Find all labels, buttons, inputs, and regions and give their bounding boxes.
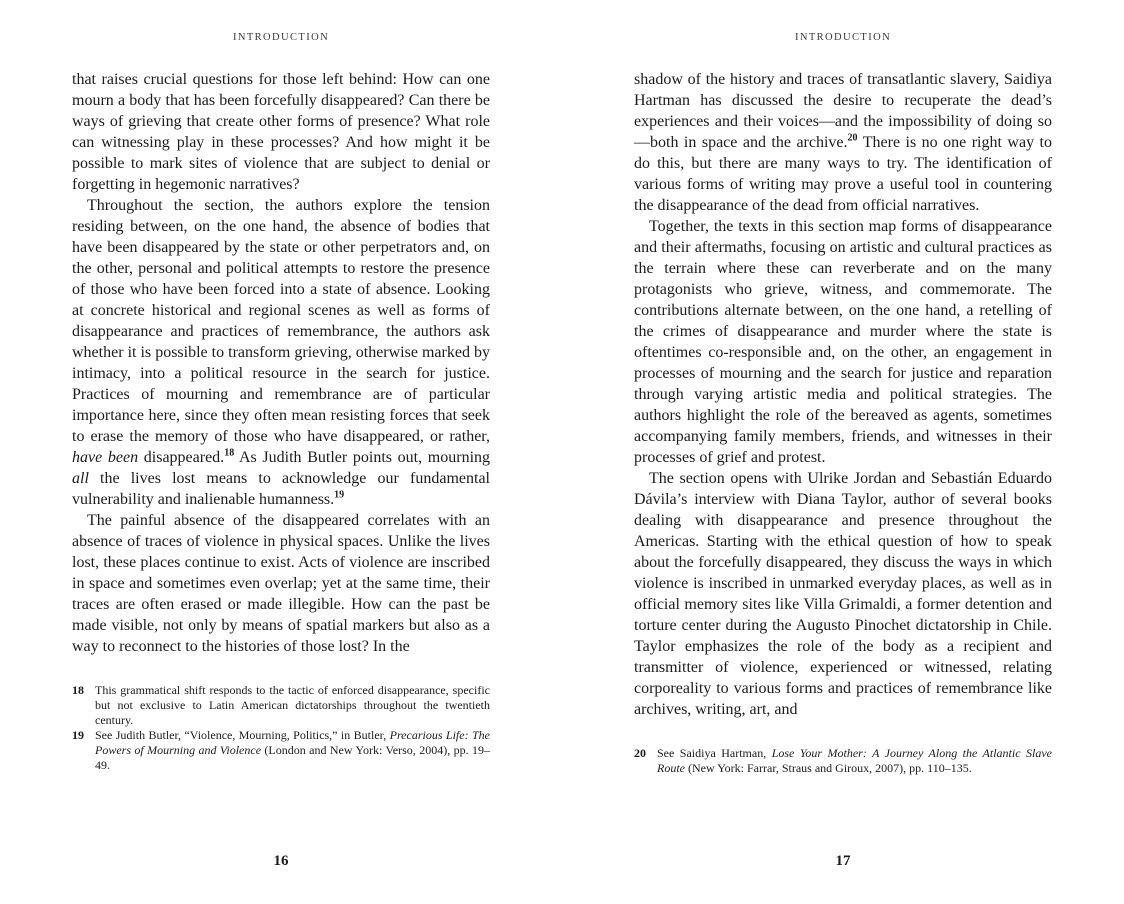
footnote-text: See Saidiya Hartman, Lose Your Mother: A Journey Along the Atlantic Slave Route (New York: Farrar, Straus and Giroux, 2007), pp. 110–135. [657, 746, 1052, 775]
paragraph: The section opens with Ulrike Jordan and Sebastián Eduardo Dávila’s interview with Diana Taylor, author of several books dealing with disappearance and presence throughout the Americas. Starting with the ethical question of how to speak about the forcefully disappeared, they discuss the ways in which violence is inscribed in unmarked everyday places, as well as in official memory sites like Villa Grimaldi, a former detention and torture center during the Augusto Pinochet dictatorship in Chile. Taylor emphasizes the role of the body as a recipient and transmitter of violence, experienced or witnessed, relating corporeality to various forms and practices of remembrance like archives, writing, art, and [634, 470, 1052, 718]
paragraph: shadow of the history and traces of transatlantic slavery, Saidiya Hartman has discussed the desire to recuperate the dead’s experiences and their voices—and the impossibility of doing so—both in space and the archive.$^{20}$ There is no one right way to do this, but there are many ways to try. The identification of various forms of writing may prove a useful tool in countering the disappearance of the dead from official narratives. [634, 71, 1053, 214]
page-body [72, 69, 490, 657]
footnotes [72, 683, 490, 773]
paragraph: Throughout the section, the authors explore the tension residing between, on the one hand, the absence of bodies that have been disappeared by the state or other perpetrators and, on the other, personal and political attempts to restore the presence of those who have been forced into a state of absence. Looking at concrete historical and regional scenes as well as forms of disappearance and practices of remembrance, the authors ask whether it is possible to transform grieving, otherwise marked by intimacy, into a political resource in the search for justice. Practices of mourning and remembrance are of particular importance here, since they often mean resisting forces that seek to erase the memory of those who have disappeared, or rather, have been disappeared.$^{18}$ As Judith Butler points out, mourning all the lives lost means to acknowledge our fundamental vulnerability and inalienable humanness.$^{19}$ [72, 197, 491, 508]
page-number: 17 [835, 853, 851, 869]
footnote-number: 20 [634, 746, 646, 760]
paragraph: The painful absence of the disappeared correlates with an absence of traces of violence in physical spaces. Unlike the lives lost, these places continue to exist. Acts of violence are inscribed in space and sometimes even overlap; yet at the same time, their traces are often erased or made illegible. How can the past be made visible, not only by means of spatial markers but also as a way to reconnect to the histories of those lost? In the [72, 512, 490, 655]
footnote-text: This grammatical shift responds to the tactic of enforced disappearance, specific but not exclusive to Latin American dictatorships throughout the twentieth century. [95, 683, 490, 727]
footnote [634, 746, 1052, 776]
footnotes [634, 746, 1052, 776]
paragraph: that raises crucial questions for those left behind: How can one mourn a body that has been forcefully disappeared? Can there be ways of grieving that create other forms of presence? What role can witnessing play in these processes? And how might it be possible to mark sites of violence that are subject to denial or forgetting in hegemonic narratives? [72, 71, 490, 193]
footnote-number: 18 [72, 683, 84, 697]
footnote-number: 19 [72, 728, 84, 742]
footnote [72, 728, 490, 773]
page-number: 16 [273, 853, 289, 869]
running-head: INTRODUCTION [232, 32, 330, 43]
footnote-text: See Judith Butler, “Violence, Mourning, Politics,” in Butler, Precarious Life: The Powers of Mourning and Violence (London and New York: Verso, 2004), pp. 19–49. [95, 728, 491, 772]
page-body [634, 69, 1052, 720]
running-head: INTRODUCTION [794, 32, 892, 43]
page-right [562, 0, 1124, 904]
paragraph: Together, the texts in this section map forms of disappearance and their aftermaths, focusing on artistic and cultural practices as the terrain where these can reverberate and on the many protagonists who grieve, witness, and commemorate. The contributions alternate between, on the one hand, a retelling of the crimes of disappearance and murder where the state is oftentimes co-responsible and, on the other, an engagement in processes of mourning and the search for justice and reparation through varying artistic media and political strategies. The authors highlight the role of the bereaved as agents, sometimes accompanying family members, friends, and witnesses in their processes of grief and protest. [634, 218, 1052, 466]
footnote [72, 683, 490, 728]
